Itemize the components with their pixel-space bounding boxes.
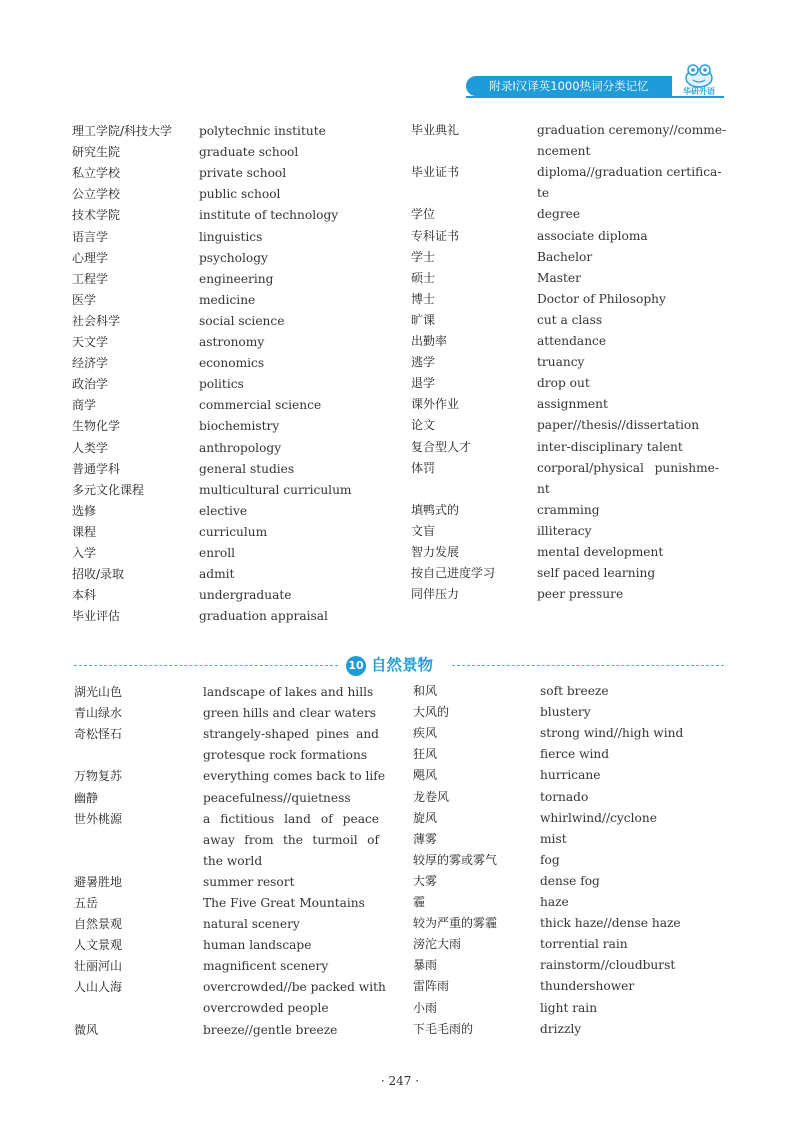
english-translation: politics: [199, 377, 244, 392]
header-title: 附录Ⅰ汉译英1000热词分类记忆: [466, 76, 672, 96]
chinese-term: 博士: [411, 291, 436, 306]
chinese-term: 霾: [413, 895, 426, 909]
english-translation: everything comes back to life: [203, 769, 386, 784]
english-translation: hurricane: [540, 768, 601, 783]
vocab-entry: [413, 744, 720, 765]
english-translation: biochemistry: [199, 419, 280, 434]
chinese-term: 复合型人才: [411, 439, 472, 454]
english-translation: fog: [540, 852, 560, 867]
english-translation: nt: [537, 481, 550, 496]
chinese-term: 人山人海: [74, 980, 123, 995]
chinese-term: 普通学科: [72, 461, 121, 476]
english-translation: medicine: [199, 292, 256, 307]
english-translation: degree: [537, 207, 581, 222]
english-translation: human landscape: [203, 938, 312, 953]
vocab-entry: [72, 205, 379, 226]
english-translation: polytechnic institute: [199, 124, 326, 138]
section-divider-left: [74, 665, 338, 666]
vocab-entry: [74, 703, 379, 724]
english-translation: cramming: [537, 502, 600, 517]
english-translation: haze: [540, 895, 569, 909]
vocab-entry: [411, 268, 719, 289]
vocab-entry: [72, 142, 379, 163]
chinese-term: 政治学: [72, 377, 109, 392]
vocab-entry: [74, 682, 379, 703]
english-translation: te: [537, 186, 550, 201]
section-divider-right: [452, 665, 724, 666]
vocab-entry: [413, 955, 720, 976]
english-translation: mental development: [537, 545, 664, 559]
chinese-term: 专科证书: [411, 228, 460, 243]
vocab-entry: [413, 765, 720, 786]
chinese-term: 学位: [411, 207, 436, 222]
vocab-entry: [411, 394, 719, 415]
vocab-entry: [413, 829, 720, 850]
chinese-term: 奇松怪石: [74, 727, 123, 742]
vocab-entry: [411, 247, 719, 268]
english-translation: undergraduate: [199, 588, 292, 603]
vocab-entry: [413, 871, 720, 892]
vocab-entry: [411, 500, 719, 521]
chinese-term: 雷阵雨: [413, 979, 450, 994]
vocab-entry: [411, 331, 719, 352]
chinese-term: 退学: [411, 376, 436, 391]
english-translation: graduate school: [199, 145, 299, 160]
english-translation: Doctor of Philosophy: [537, 291, 666, 306]
vocab-entry: [72, 269, 379, 290]
vocab-entry: [413, 723, 720, 744]
english-translation: general studies: [199, 461, 295, 476]
chinese-term: 自然景观: [74, 917, 123, 932]
vocab-entry: [74, 766, 386, 787]
english-translation: illiteracy: [537, 523, 592, 538]
english-translation: torrential rain: [540, 937, 628, 952]
chinese-term: 生物化学: [72, 419, 121, 434]
vocab-entry: [411, 542, 719, 563]
vocab-entry: [72, 501, 379, 522]
english-translation: blustery: [540, 705, 591, 720]
chinese-term: 飓风: [413, 768, 438, 783]
english-translation: peacefulness//quietness: [203, 790, 351, 805]
logo-text: 华研外语: [683, 87, 715, 96]
chinese-term: 心理学: [72, 250, 109, 265]
english-translation: enroll: [199, 546, 236, 560]
english-translation: truancy: [537, 355, 585, 370]
section-title: 自然景物: [371, 656, 434, 674]
vocab-entry: [411, 563, 719, 584]
chinese-term: 语言学: [72, 229, 109, 244]
vocab-entry: [72, 606, 379, 627]
chinese-term: 经济学: [72, 356, 109, 371]
english-translation: linguistics: [199, 229, 263, 244]
vocab-entry: [74, 809, 379, 872]
chinese-term: 课外作业: [411, 397, 460, 412]
english-translation: astronomy: [199, 335, 265, 349]
vocab-entry: [72, 227, 379, 248]
english-translation: multicultural curriculum: [199, 482, 352, 497]
english-translation: private school: [199, 166, 287, 181]
english-translation: corporal/physical punishme-: [537, 460, 719, 475]
chinese-term: 论文: [411, 418, 436, 433]
chinese-term: 和风: [413, 684, 438, 698]
vocab-entry: [74, 935, 379, 956]
english-translation: peer pressure: [537, 587, 624, 602]
vocab-entry: [411, 373, 719, 394]
chinese-term: 文盲: [411, 523, 436, 538]
english-translation: diploma//graduation certifica-: [537, 165, 722, 180]
vocab-entry: [411, 521, 719, 542]
chinese-term: 学士: [411, 249, 436, 264]
chinese-term: 较厚的雾或雾气: [413, 852, 498, 867]
chinese-term: 疾风: [413, 726, 438, 741]
vocab-entry: [413, 850, 720, 871]
english-translation: inter-disciplinary talent: [537, 439, 683, 454]
vocab-entry: [74, 724, 379, 766]
chinese-term: 旷课: [411, 312, 436, 327]
chinese-term: 毕业评估: [72, 609, 121, 624]
chinese-term: 滂沱大雨: [413, 937, 462, 952]
vocab-entry: [411, 120, 727, 162]
english-translation: light rain: [540, 1000, 598, 1015]
vocab-entry: [72, 438, 379, 459]
chinese-term: 技术学院: [72, 208, 121, 223]
vocab-entry: [74, 893, 379, 914]
vocab-entry: [72, 248, 379, 269]
english-translation: thundershower: [540, 979, 635, 994]
vocab-entry: [413, 913, 720, 934]
english-translation: overcrowded people: [203, 1001, 329, 1016]
vocab-entry: [74, 914, 379, 935]
vocab-entry: [413, 787, 720, 808]
english-translation: anthropology: [199, 440, 282, 455]
english-translation: away from the turmoil of: [203, 832, 379, 847]
chinese-term: 避暑胜地: [74, 874, 123, 889]
english-translation: a fictitious land of peace: [203, 811, 379, 826]
vocab-entry: [72, 290, 379, 311]
vocab-entry: [413, 702, 720, 723]
chinese-term: 多元文化课程: [72, 482, 145, 497]
english-translation: graduation ceremony//comme-: [537, 123, 727, 137]
vocab-entry: [74, 1020, 379, 1041]
chinese-term: 壮丽河山: [74, 959, 123, 974]
vocab-entry: [72, 395, 379, 416]
vocab-entry: [72, 353, 379, 374]
vocab-entry: [411, 458, 719, 500]
english-translation: associate diploma: [537, 228, 648, 243]
publisher-logo: [674, 62, 724, 98]
chinese-term: 人类学: [72, 440, 109, 455]
chinese-term: 微风: [74, 1022, 99, 1037]
english-translation: graduation appraisal: [199, 609, 328, 624]
chinese-term: 五岳: [74, 896, 99, 910]
english-translation: overcrowded//be packed with: [203, 980, 386, 995]
vocab-entry: [411, 204, 719, 225]
english-translation: summer resort: [203, 874, 295, 889]
chinese-term: 较为严重的雾霾: [413, 916, 498, 931]
english-translation: soft breeze: [540, 684, 609, 698]
vocab-entry: [411, 584, 719, 605]
english-translation: ncement: [537, 144, 591, 159]
vocab-entry: [74, 977, 386, 1019]
chinese-term: 入学: [72, 546, 97, 560]
vocab-entry: [72, 585, 379, 606]
english-translation: curriculum: [199, 524, 268, 539]
chinese-term: 大风的: [413, 705, 450, 720]
english-translation: mist: [540, 831, 567, 846]
english-translation: engineering: [199, 271, 274, 286]
chinese-term: 狂风: [413, 747, 438, 762]
chinese-term: 下毛毛雨的: [413, 1021, 474, 1036]
english-translation: Master: [537, 270, 581, 285]
vocab-entry: [413, 808, 720, 829]
vocab-entry: [72, 374, 379, 395]
english-translation: drop out: [537, 376, 590, 391]
english-translation: paper//thesis//dissertation: [537, 418, 700, 433]
vocab-entry: [72, 311, 379, 332]
english-translation: economics: [199, 356, 265, 371]
english-translation: psychology: [199, 250, 268, 265]
english-translation: Bachelor: [537, 249, 593, 264]
english-translation: institute of technology: [199, 208, 339, 223]
english-translation: admit: [199, 567, 235, 582]
chinese-term: 理工学院/科技大学: [72, 124, 173, 138]
english-translation: landscape of lakes and hills: [203, 685, 374, 699]
english-translation: dense fog: [540, 873, 600, 888]
vocab-entry: [72, 184, 379, 205]
vocab-entry: [411, 437, 719, 458]
vocab-entry: [413, 998, 720, 1019]
english-translation: natural scenery: [203, 917, 300, 932]
section-number-badge: 10: [346, 656, 366, 676]
chinese-term: 私立学校: [72, 166, 121, 181]
chinese-term: 人文景观: [74, 938, 123, 953]
chinese-term: 工程学: [72, 271, 109, 286]
english-translation: social science: [199, 313, 285, 328]
chinese-term: 选修: [72, 503, 97, 518]
chinese-term: 社会科学: [72, 313, 121, 328]
chinese-term: 出勤率: [411, 334, 448, 348]
english-translation: breeze//gentle breeze: [203, 1022, 338, 1037]
chinese-term: 公立学校: [72, 187, 121, 202]
english-translation: strangely-shaped pines and: [203, 727, 379, 742]
vocab-entry: [74, 872, 379, 893]
english-translation: fierce wind: [540, 747, 610, 762]
english-translation: magnificent scenery: [203, 959, 329, 974]
english-translation: thick haze//dense haze: [540, 916, 681, 931]
english-translation: assignment: [537, 397, 608, 412]
english-translation: The Five Great Mountains: [203, 896, 365, 910]
chinese-term: 龙卷风: [413, 789, 450, 804]
frog-logo-icon: [674, 62, 724, 88]
english-translation: rainstorm//cloudburst: [540, 958, 676, 973]
vocab-entry: [72, 416, 379, 437]
english-translation: strong wind//high wind: [540, 726, 684, 741]
chinese-term: 小雨: [413, 1000, 438, 1015]
vocab-entry: [72, 543, 379, 564]
vocab-entry: [411, 226, 719, 247]
english-translation: cut a class: [537, 312, 603, 327]
chinese-term: 湖光山色: [74, 685, 123, 699]
vocab-entry: [413, 892, 720, 913]
chinese-term: 课程: [72, 524, 97, 539]
vocab-entry: [72, 522, 379, 543]
english-translation: elective: [199, 503, 248, 518]
chinese-term: 按自己进度学习: [411, 566, 496, 581]
vocab-entry: [72, 332, 379, 353]
english-translation: public school: [199, 187, 281, 202]
english-translation: self paced learning: [537, 566, 656, 581]
chinese-term: 旋风: [413, 810, 438, 825]
vocab-entry: [72, 564, 379, 585]
chinese-term: 世外桃源: [74, 811, 123, 826]
vocab-entry: [74, 956, 379, 977]
chinese-term: 暴雨: [413, 958, 438, 973]
chinese-term: 研究生院: [72, 145, 121, 160]
vocab-entry: [413, 681, 720, 702]
chinese-term: 薄雾: [413, 831, 438, 846]
vocab-entry: [411, 289, 719, 310]
vocab-entry: [411, 352, 719, 373]
vocab-entry: [72, 121, 379, 142]
vocab-entry: [72, 163, 379, 184]
page-number: · 247 ·: [380, 1074, 420, 1088]
chinese-term: 毕业典礼: [411, 123, 460, 137]
chinese-term: 幽静: [74, 790, 99, 805]
english-translation: green hills and clear waters: [203, 706, 377, 721]
chinese-term: 大雾: [413, 873, 438, 888]
chinese-term: 智力发展: [411, 545, 460, 559]
vocab-entry: [411, 415, 719, 436]
chinese-term: 体罚: [411, 460, 436, 475]
vocab-entry: [413, 976, 720, 997]
chinese-term: 青山绿水: [74, 706, 123, 721]
vocab-entry: [411, 310, 719, 331]
english-translation: the world: [203, 853, 263, 868]
chinese-term: 招收/录取: [72, 567, 125, 582]
english-translation: attendance: [537, 334, 607, 348]
vocab-entry: [72, 459, 379, 480]
vocab-entry: [413, 1019, 720, 1040]
english-translation: tornado: [540, 789, 589, 804]
chinese-term: 本科: [72, 588, 97, 603]
english-translation: drizzly: [540, 1021, 582, 1036]
vocab-entry: [74, 788, 379, 809]
vocab-entry: [411, 162, 722, 204]
chinese-term: 天文学: [72, 335, 109, 349]
chinese-term: 万物复苏: [74, 769, 123, 784]
chinese-term: 填鸭式的: [411, 502, 460, 517]
chinese-term: 商学: [72, 398, 97, 413]
english-translation: grotesque rock formations: [203, 748, 368, 763]
english-translation: commercial science: [199, 398, 322, 413]
chinese-term: 逃学: [411, 355, 436, 370]
chinese-term: 同伴压力: [411, 587, 460, 602]
vocab-entry: [413, 934, 720, 955]
chinese-term: 毕业证书: [411, 165, 460, 180]
vocab-entry: [72, 480, 379, 501]
chinese-term: 医学: [72, 292, 97, 307]
chinese-term: 硕士: [411, 270, 436, 285]
english-translation: whirlwind//cyclone: [540, 810, 657, 825]
